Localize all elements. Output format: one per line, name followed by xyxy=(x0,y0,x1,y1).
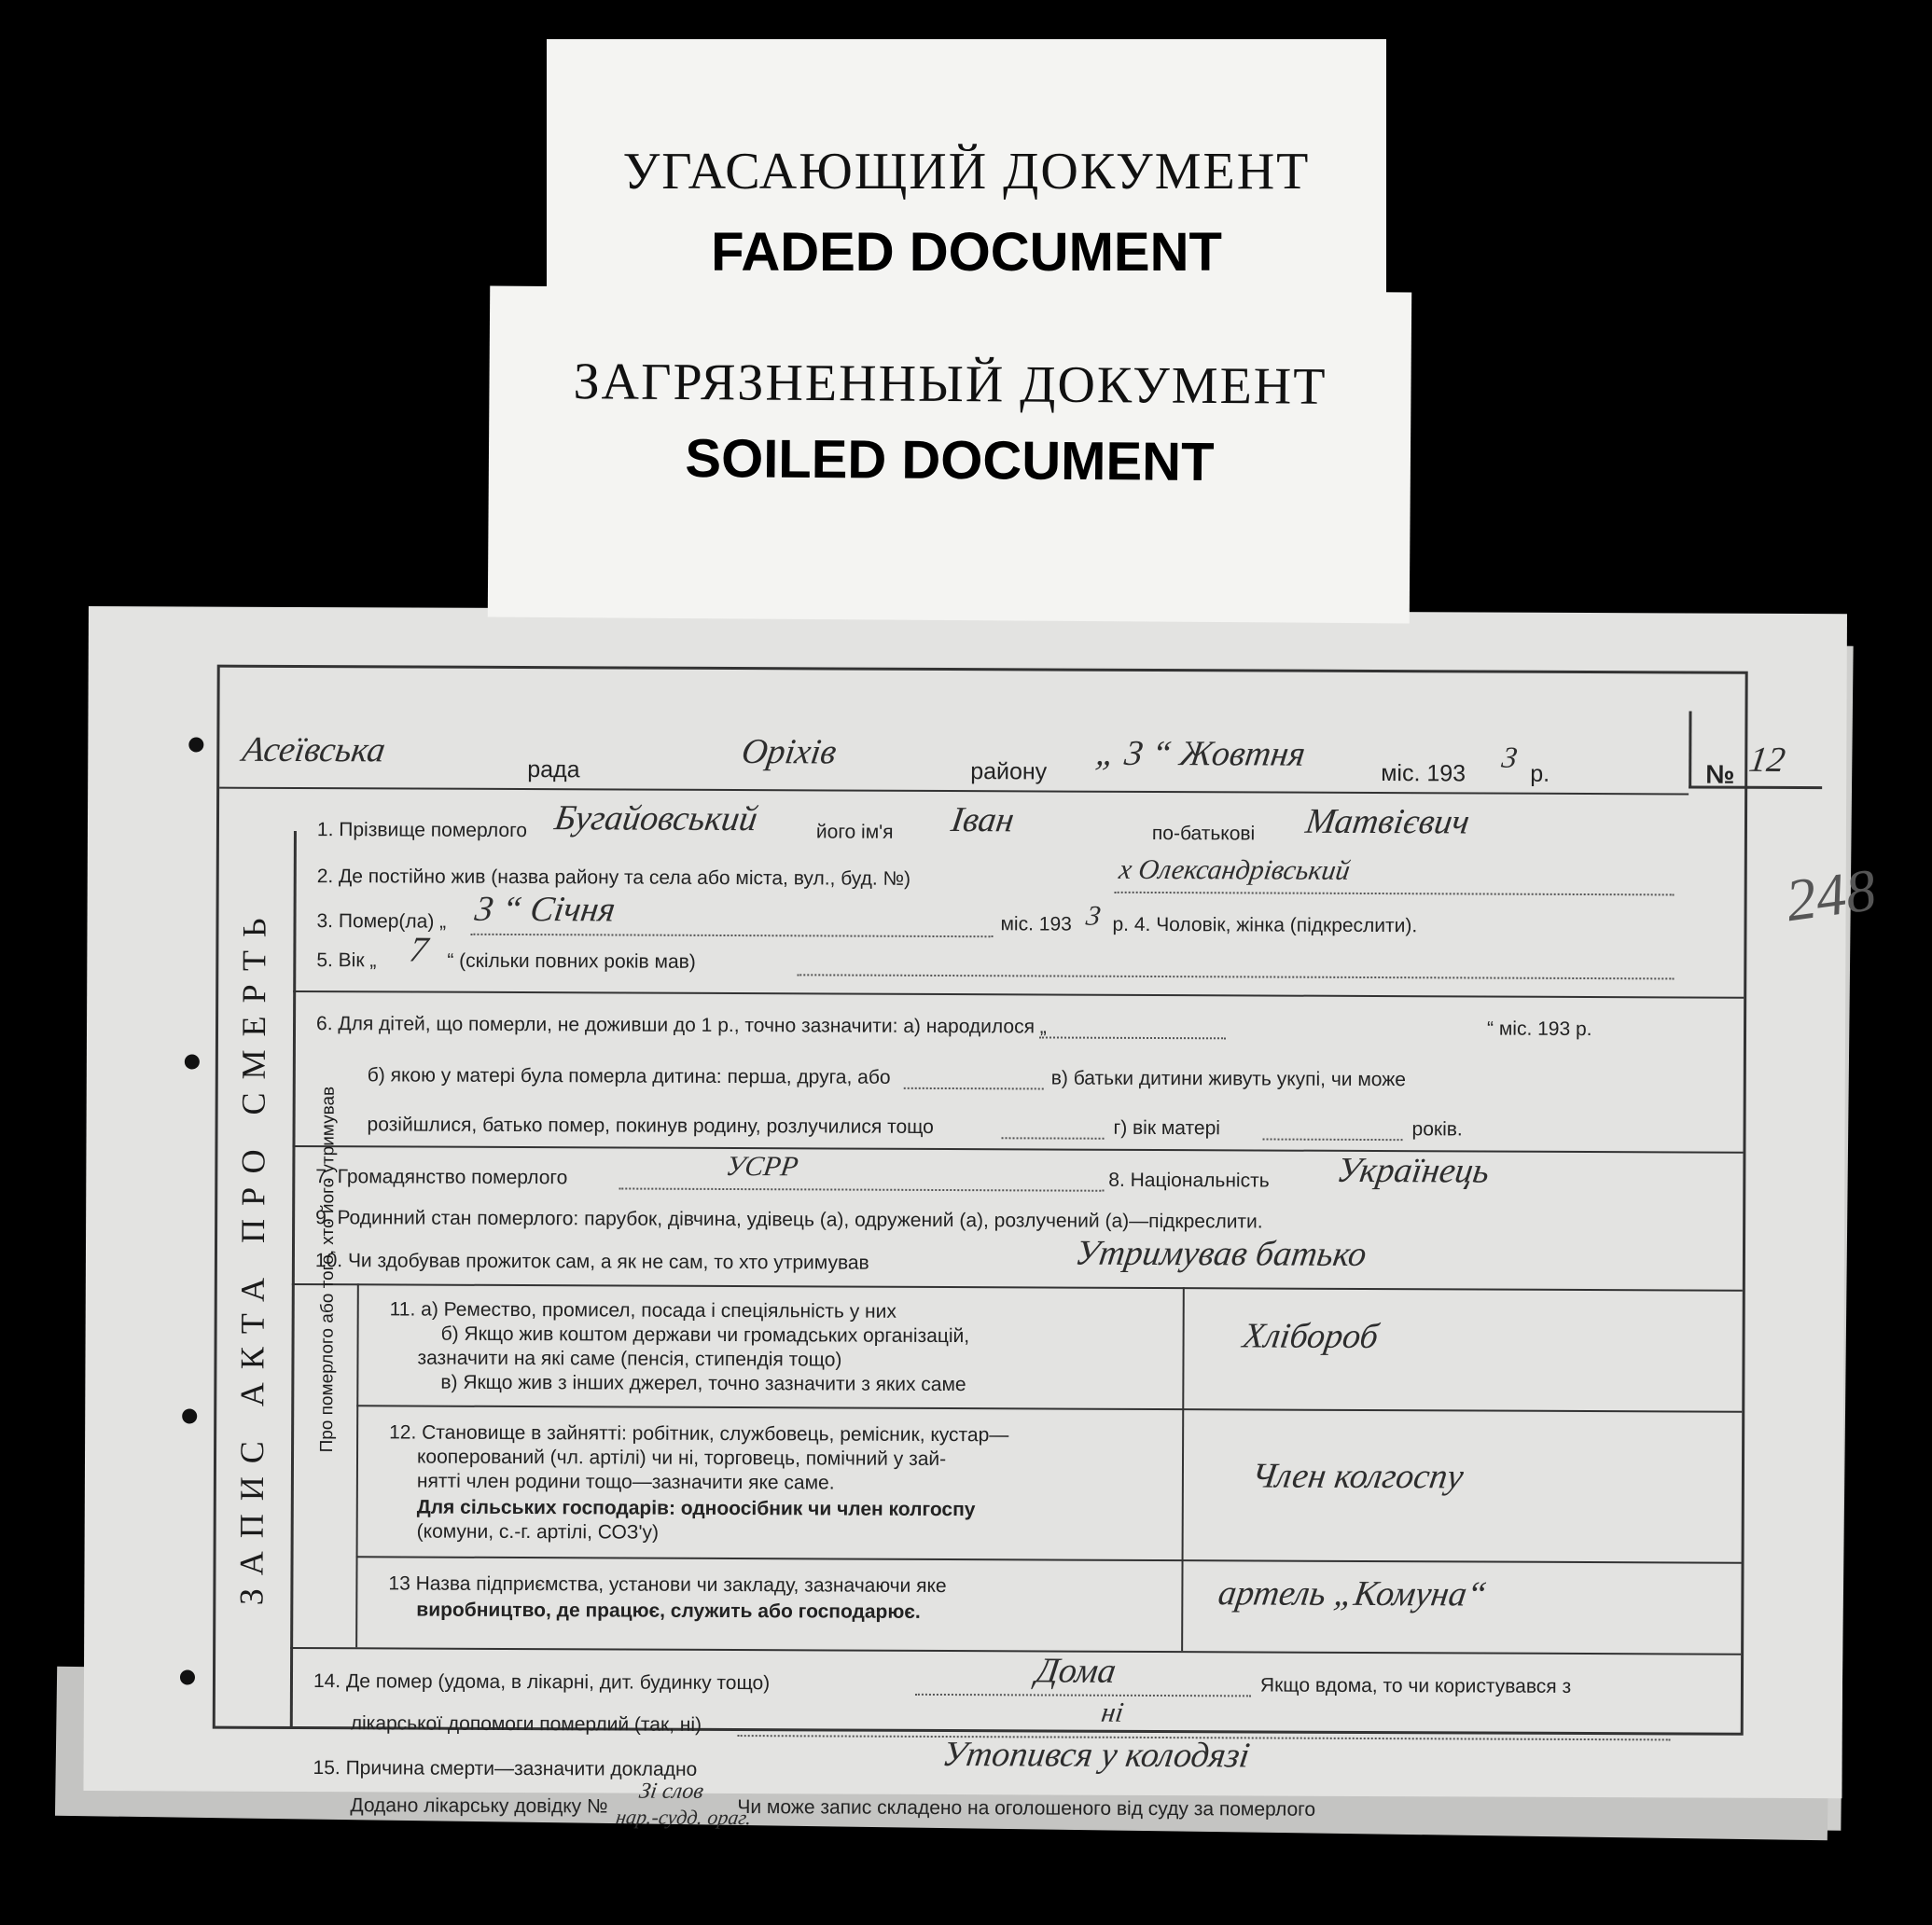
district-label: району xyxy=(970,758,1048,785)
council-label: рада xyxy=(527,756,580,783)
r9-label: 9. Родинний стан померлого: парубок, дівчина, удівець (а), одружений (а), розлучений (а)—підкреслити. xyxy=(315,1207,1263,1233)
r6-mother-age-line xyxy=(1263,1138,1403,1141)
r6-order-line xyxy=(904,1087,1044,1090)
header-rule xyxy=(219,787,1689,796)
r6-line2-end: в) батьки дитини живуть укупі, чи може xyxy=(1050,1067,1407,1091)
soiled-label-ru: ЗАГРЯЗНЕННЫЙ ДОКУМЕНТ xyxy=(573,353,1327,416)
r6-line1-end: “ міс. 193 р. xyxy=(1486,1018,1592,1041)
r15-label: 15. Причина смерти—зазначити докладно xyxy=(313,1757,698,1780)
record-year-value: 3 xyxy=(1499,740,1520,774)
form-frame xyxy=(213,665,1880,1830)
r12-l3: нятті член родини тощо—зазначити яке саме. xyxy=(416,1470,835,1494)
record-year-suffix: р. xyxy=(1530,760,1550,787)
record-month-label: міс. 193 xyxy=(1381,760,1466,787)
deceased-surname: Бугайовський xyxy=(551,798,760,839)
value-column-divider xyxy=(1181,1287,1185,1651)
certificate-value: Зі слов xyxy=(637,1779,705,1804)
r3-month-label: міс. 193 xyxy=(1000,913,1072,935)
age-value: 7 xyxy=(407,930,431,970)
r11-a: 11. а) Ремество, промисел, посада і спеціяльність у них xyxy=(389,1298,897,1323)
record-number-label: № xyxy=(1705,759,1735,789)
r1-patronymic-label: по-батькові xyxy=(1151,822,1256,845)
r14-l2: лікарської допомоги померлий (так, ні) xyxy=(350,1712,702,1736)
r16-rest: Чи може запис складено на оголошеного від суду за померлого xyxy=(737,1796,1316,1821)
row-rule xyxy=(290,1647,1741,1655)
r14-l1: 14. Де помер (удома, в лікарні, дит. будинку тощо) xyxy=(313,1670,771,1695)
punch-hole xyxy=(188,737,203,752)
punch-hole xyxy=(185,1054,200,1069)
r1-label: 1. Прізвище померлого xyxy=(316,819,528,842)
inner-vertical-label: Про померлого або того, хто його утримував xyxy=(317,1086,339,1453)
r3-rest: р. 4. Чоловік, жінка (підкреслити). xyxy=(1112,913,1418,937)
r6-line3-end: років. xyxy=(1411,1118,1463,1141)
age-line xyxy=(797,974,1674,979)
death-year-value: 3 xyxy=(1084,900,1104,932)
medical-help-value: ні xyxy=(1099,1696,1126,1728)
residence-line xyxy=(1115,892,1675,896)
r6-parents-line xyxy=(1002,1137,1105,1139)
citizenship-line xyxy=(619,1187,1104,1191)
occupation-value: Хлібороб xyxy=(1240,1316,1382,1357)
r6-line3-mid: г) вік матері xyxy=(1113,1116,1221,1140)
punch-hole xyxy=(180,1669,195,1684)
deceased-patronymic: Матвієвич xyxy=(1302,801,1472,842)
deceased-name: Іван xyxy=(948,800,1017,840)
soiled-label-en: SOILED DOCUMENT xyxy=(685,428,1215,492)
employment-status-value: Член колгоспу xyxy=(1248,1456,1466,1497)
death-date-value: 3 “ Січня xyxy=(472,889,619,930)
row-rule xyxy=(293,990,1744,999)
r13-l1: 13 Назва підприємства, установи чи закладу, зазначаючи яке xyxy=(388,1572,947,1598)
supporter-value: Утримував батько xyxy=(1072,1233,1369,1274)
faded-label-en: FADED DOCUMENT xyxy=(711,222,1222,283)
r6-line2: б) якою у матері була померла дитина: перша, друга, або xyxy=(367,1064,891,1088)
r6-line3: розійшлися, батько помер, покинув родину, розлучилися тощо xyxy=(367,1114,934,1138)
r12-l1: 12. Становище в зайнятті: робітник, службовець, ремісник, кустар— xyxy=(389,1421,1009,1447)
cause-of-death-value: Утопився у колодязі xyxy=(939,1735,1253,1776)
r13-l2: виробництво, де працює, служить або господарює. xyxy=(416,1599,921,1623)
certificate-note: нар.-судд. ораг. xyxy=(614,1805,754,1830)
r3-label: 3. Помер(ла) „ xyxy=(316,910,447,933)
death-date-line xyxy=(470,934,993,937)
residence-value: х Олександрівський xyxy=(1117,853,1353,886)
soiled-document-label xyxy=(488,286,1411,624)
r11-c: в) Якщо жив з інших джерел, точно зазначити з яких саме xyxy=(440,1371,966,1396)
r12-l5: (комуни, с.-г. артілі, СОЗ'у) xyxy=(416,1520,660,1544)
margin-note: 248 xyxy=(1782,856,1880,935)
nationality-value: Українець xyxy=(1334,1150,1493,1191)
r5-label: 5. Вік „ xyxy=(316,949,377,972)
r12-l4: Для сільських господарів: одноосібник чи член колгоспу xyxy=(416,1496,976,1521)
council-value: Асеївська xyxy=(240,729,388,770)
district-value: Оріхів xyxy=(739,732,840,772)
r6-line1: 6. Для дітей, що померли, не доживши до 1 р., точно зазначити: а) народилося „ xyxy=(315,1013,1047,1038)
r8-label: 8. Національність xyxy=(1108,1169,1270,1192)
record-date-value: „ 3 “ Жовтня xyxy=(1093,733,1308,774)
r11-b2: зазначити на які саме (пенсія, стипендія тощо) xyxy=(417,1347,842,1371)
row-rule xyxy=(356,1556,1742,1563)
r12-l2: кооперований (чл. артілі) чи ні, торговець, помічний у зай- xyxy=(416,1446,947,1471)
r2-label: 2. Де постійно жив (назва району та села або міста, вул., буд. №) xyxy=(316,866,911,890)
workplace-value: артель „Комуна“ xyxy=(1216,1573,1490,1614)
r16-label: Додано лікарську довідку № xyxy=(350,1794,608,1818)
r11-b: б) Якщо жив коштом держави чи громадських організацій, xyxy=(440,1323,970,1348)
citizenship-value: УСРР xyxy=(724,1150,800,1183)
r7-label: 7. Громадянство померлого xyxy=(315,1166,568,1189)
record-number-value: 12 xyxy=(1746,740,1788,780)
faded-label-ru: УГАСАЮЩИЙ ДОКУМЕНТ xyxy=(622,143,1311,201)
r6-born-line xyxy=(1039,1036,1226,1039)
r1-name-label: його ім'я xyxy=(815,821,894,843)
r14-l1-end: Якщо вдома, то чи користувався з xyxy=(1259,1674,1572,1697)
row-rule xyxy=(292,1145,1743,1154)
form-side-title: ЗАПИС АКТА ПРО СМЕРТЬ xyxy=(232,905,273,1606)
row-rule xyxy=(292,1283,1743,1292)
death-record-form xyxy=(83,606,1880,1830)
row-rule xyxy=(356,1405,1742,1412)
place-of-death-value: Дома xyxy=(1033,1651,1119,1691)
place-of-death-line xyxy=(915,1694,1251,1697)
r10-label: 10. Чи здобував прожиток сам, а як не сам, то хто утримував xyxy=(314,1250,869,1274)
r5-rest: “ (скільки повних років мав) xyxy=(447,949,696,973)
punch-hole xyxy=(182,1408,197,1423)
